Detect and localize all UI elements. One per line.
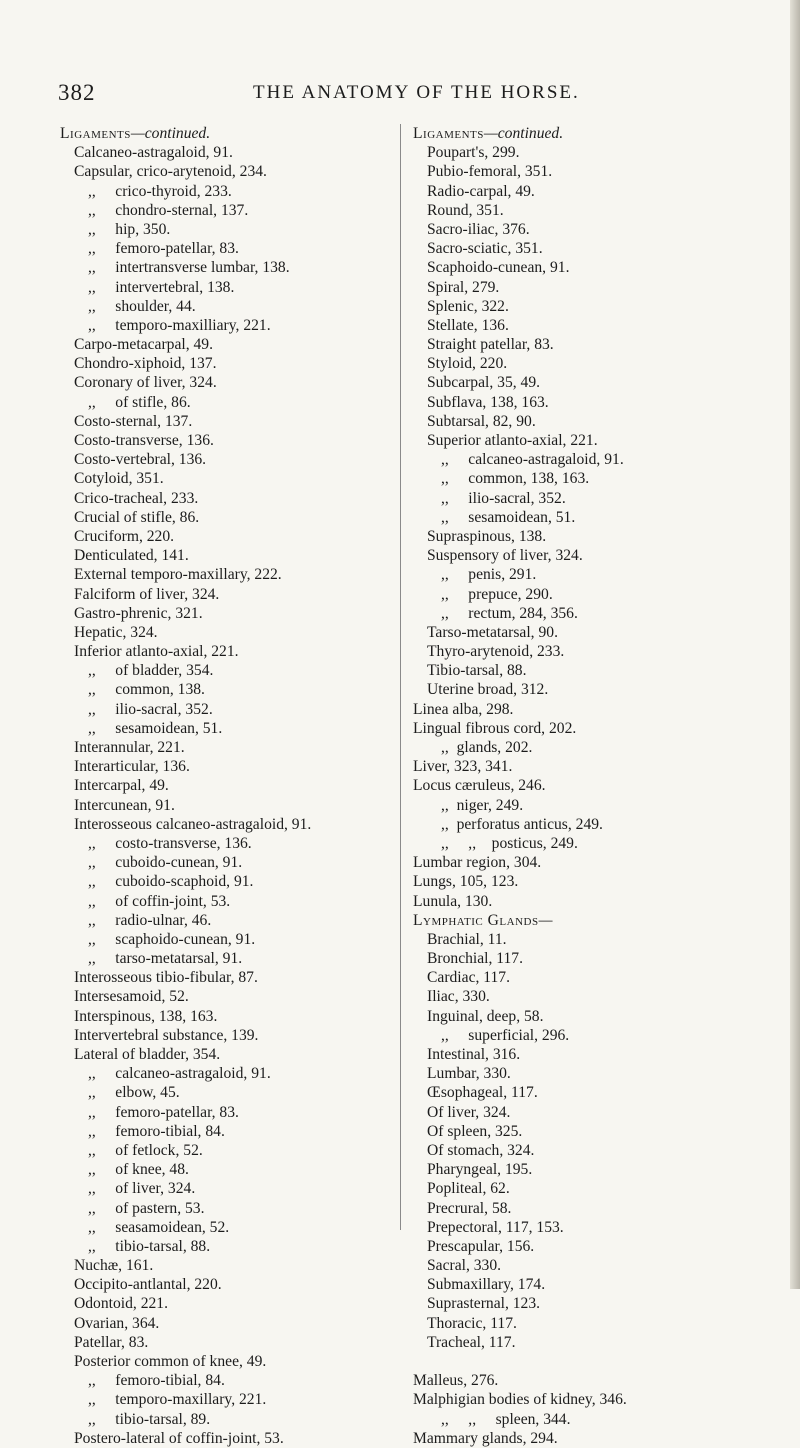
entry-text: Cotyloid, 351.	[74, 470, 164, 488]
index-entry	[413, 604, 793, 623]
entry-text: ,, ilio-sacral, 352.	[88, 700, 213, 718]
entry-text: Sacro-sciatic, 351.	[427, 240, 543, 258]
index-entry	[60, 1179, 395, 1198]
entry-text: ,, femoro-patellar, 83.	[88, 240, 239, 258]
entry-text: Subcarpal, 35, 49.	[427, 374, 541, 392]
index-entry	[413, 239, 793, 258]
entry-text: ,, of fetlock, 52.	[88, 1141, 203, 1159]
entry-text: ,, femoro-tibial, 84.	[88, 1372, 225, 1390]
index-entry	[413, 1026, 793, 1045]
entry-text: Costo-sternal, 137.	[74, 412, 193, 430]
entry-text: Interosseous calcaneo-astragaloid, 91.	[74, 815, 312, 833]
entry-text: Liver, 323, 341.	[413, 758, 513, 776]
entry-text: ,, costo-transverse, 136.	[88, 834, 252, 852]
entry-text: ,, temporo-maxillary, 221.	[88, 1391, 267, 1409]
entry-text: ,, glands, 202.	[441, 739, 533, 756]
entry-text: ,, ilio-sacral, 352.	[441, 489, 566, 507]
entry-text: Interarticular, 136.	[74, 758, 190, 776]
index-entry	[60, 872, 395, 891]
index-entry	[60, 1122, 395, 1141]
entry-text: ,, tibio-tarsal, 89.	[88, 1410, 211, 1428]
entry-text: Hepatic, 324.	[74, 623, 158, 641]
heading-suffix: —continued.	[483, 125, 564, 142]
index-entry	[413, 469, 793, 488]
entry-text: Intersesamoid, 52.	[74, 988, 189, 1006]
index-entry	[413, 1256, 793, 1275]
heading-suffix: —continued.	[130, 125, 211, 142]
entry-text: ,, niger, 249.	[441, 796, 524, 814]
index-entry	[413, 201, 793, 220]
index-entry	[413, 316, 793, 335]
index-entry	[413, 1160, 793, 1179]
index-entry	[60, 642, 395, 661]
entry-text: ,, hip, 350.	[88, 220, 171, 238]
entry-text: ,, penis, 291.	[441, 566, 537, 584]
entry-text: Intercunean, 91.	[74, 796, 175, 814]
entry-text: Thoracic, 117.	[427, 1314, 517, 1332]
entry-text: ,, sesamoidean, 51.	[88, 719, 223, 737]
entry-text: Tibio-tarsal, 88.	[427, 662, 527, 680]
index-entry	[413, 1141, 793, 1160]
index-entry	[413, 719, 793, 738]
index-entry	[60, 853, 395, 872]
entry-text: Odontoid, 221.	[74, 1295, 168, 1313]
index-entry	[413, 1103, 793, 1122]
entry-text: Crico-tracheal, 233.	[74, 489, 199, 507]
entry-text: Of spleen, 325.	[427, 1122, 523, 1140]
entry-text: ,, tibio-tarsal, 88.	[88, 1237, 211, 1255]
entry-text: Posterior common of knee, 49.	[74, 1353, 267, 1370]
entry-text: Uterine broad, 312.	[427, 681, 549, 699]
entry-text: Costo-vertebral, 136.	[74, 451, 207, 469]
entry-text: Poupart's, 299.	[427, 144, 520, 162]
index-entry	[413, 1314, 793, 1333]
section-heading	[60, 124, 395, 143]
entry-text: Postero-lateral of coffin-joint, 53.	[74, 1429, 284, 1447]
entry-text: Malleus, 276.	[413, 1372, 499, 1390]
index-entry	[413, 796, 793, 815]
index-entry	[413, 661, 793, 680]
entry-text: ,, common, 138.	[88, 681, 205, 699]
index-entry	[60, 546, 395, 565]
index-entry	[60, 1141, 395, 1160]
entry-text: Gastro-phrenic, 321.	[74, 604, 203, 622]
index-entry	[60, 1007, 395, 1026]
index-entry	[413, 335, 793, 354]
index-entry	[60, 911, 395, 930]
index-entry	[60, 1064, 395, 1083]
index-entry	[60, 182, 395, 201]
entry-text: Denticulated, 141.	[74, 547, 189, 565]
index-entry	[60, 469, 395, 488]
index-entry	[413, 987, 793, 1006]
index-entry	[413, 930, 793, 949]
entry-text: Linea alba, 298.	[413, 700, 514, 718]
index-entry	[413, 1275, 793, 1294]
entry-text: Intercarpal, 49.	[74, 777, 169, 795]
index-entry	[60, 508, 395, 527]
index-entry	[60, 796, 395, 815]
entry-text: Splenic, 322.	[427, 297, 509, 315]
index-entry	[60, 968, 395, 987]
entry-text: ,, elbow, 45.	[88, 1084, 180, 1102]
entry-text: Capsular, crico-arytenoid, 234.	[74, 163, 267, 181]
entry-text: Patellar, 83.	[74, 1333, 149, 1351]
index-entry	[60, 930, 395, 949]
entry-text: Cardiac, 117.	[427, 969, 510, 987]
heading-suffix: —	[538, 911, 553, 929]
index-entry	[60, 489, 395, 508]
index-entry	[60, 949, 395, 968]
index-entry	[413, 508, 793, 527]
index-entry	[413, 872, 793, 891]
index-entry	[413, 431, 793, 450]
index-entry	[60, 393, 395, 412]
column-divider	[400, 124, 401, 1230]
index-entry	[413, 1390, 793, 1409]
index-entry	[413, 949, 793, 968]
entry-text: Intestinal, 316.	[427, 1046, 521, 1063]
entry-text: Sacral, 330.	[427, 1257, 502, 1275]
entry-text: ,, superficial, 296.	[441, 1026, 570, 1044]
entry-text: Crucial of stifle, 86.	[74, 508, 200, 526]
index-entry	[60, 623, 395, 642]
index-entry	[60, 1199, 395, 1218]
index-entry	[60, 1352, 395, 1371]
index-entry	[60, 776, 395, 795]
entry-text: ,, temporo-maxilliary, 221.	[88, 316, 271, 334]
entry-text: Lumbar region, 304.	[413, 854, 542, 872]
entry-text: Pharyngeal, 195.	[427, 1161, 533, 1179]
entry-text: Falciform of liver, 324.	[74, 585, 220, 603]
heading-label: Lymphatic Glands	[413, 911, 539, 929]
entry-text: Scaphoido-cunean, 91.	[427, 259, 570, 277]
index-entry	[413, 680, 793, 699]
left-index-column	[60, 124, 395, 1448]
index-entry	[413, 278, 793, 297]
index-entry	[413, 1083, 793, 1102]
index-entry	[413, 623, 793, 642]
index-entry	[60, 527, 395, 546]
entry-text: Suprasternal, 123.	[427, 1295, 541, 1313]
entry-text: Styloid, 220.	[427, 355, 508, 373]
index-entry	[60, 297, 395, 316]
index-entry	[413, 738, 793, 757]
index-entry	[413, 757, 793, 776]
entry-text: Round, 351.	[427, 201, 504, 219]
entry-text: Cruciform, 220.	[74, 527, 175, 545]
index-entry	[413, 1179, 793, 1198]
index-entry	[413, 776, 793, 795]
index-entry	[413, 546, 793, 565]
entry-text: Inferior atlanto-axial, 221.	[74, 643, 239, 661]
entry-text: Malphigian bodies of kidney, 346.	[413, 1391, 627, 1409]
entry-text: Of liver, 324.	[427, 1103, 511, 1121]
index-entry	[60, 1045, 395, 1064]
entry-text: External temporo-maxillary, 222.	[74, 566, 282, 584]
entry-text: Interannular, 221.	[74, 739, 185, 756]
entry-text: Iliac, 330.	[427, 988, 490, 1006]
index-entry	[60, 278, 395, 297]
index-entry	[60, 143, 395, 162]
index-entry	[60, 1294, 395, 1313]
index-entry	[60, 1275, 395, 1294]
entry-text: Œsophageal, 117.	[427, 1084, 538, 1102]
entry-text: ,, perforatus anticus, 249.	[441, 815, 603, 833]
blank-line	[413, 1352, 793, 1371]
index-entry	[413, 489, 793, 508]
index-entry	[413, 1410, 793, 1429]
entry-text: Chondro-xiphoid, 137.	[74, 355, 217, 373]
index-entry	[413, 1007, 793, 1026]
index-entry	[413, 1199, 793, 1218]
index-entry	[60, 1237, 395, 1256]
entry-text: ,, chondro-sternal, 137.	[88, 201, 249, 219]
entry-text: ,, radio-ulnar, 46.	[88, 911, 212, 929]
entry-text: ,, common, 138, 163.	[441, 470, 590, 488]
entry-text: ,, calcaneo-astragaloid, 91.	[88, 1065, 271, 1083]
index-entry	[60, 1333, 395, 1352]
entry-text: ,, tarso-metatarsal, 91.	[88, 950, 243, 968]
entry-text: Lungs, 105, 123.	[413, 873, 519, 891]
index-entry	[60, 738, 395, 757]
index-entry	[413, 393, 793, 412]
entry-text: ,, femoro-tibial, 84.	[88, 1122, 225, 1140]
index-entry	[60, 316, 395, 335]
index-entry	[60, 1026, 395, 1045]
index-entry	[60, 373, 395, 392]
index-entry	[413, 354, 793, 373]
entry-text: Thyro-arytenoid, 233.	[427, 643, 565, 661]
entry-text: Tracheal, 117.	[427, 1333, 516, 1351]
index-entry	[60, 450, 395, 469]
entry-text: Radio-carpal, 49.	[427, 182, 535, 200]
entry-text: Precrural, 58.	[427, 1199, 512, 1217]
entry-text: ,, of bladder, 354.	[88, 662, 214, 680]
index-entry	[60, 1160, 395, 1179]
entry-text: Pubio-femoral, 351.	[427, 163, 553, 181]
index-entry	[413, 182, 793, 201]
index-entry	[60, 1083, 395, 1102]
index-entry	[60, 815, 395, 834]
index-entry	[413, 527, 793, 546]
index-entry	[60, 1256, 395, 1275]
index-entry	[60, 1218, 395, 1237]
entry-text: Prepectoral, 117, 153.	[427, 1218, 564, 1236]
entry-text: Of stomach, 324.	[427, 1141, 535, 1159]
entry-text: Locus cæruleus, 246.	[413, 777, 546, 795]
entry-text: Interosseous tibio-fibular, 87.	[74, 969, 258, 987]
index-entry	[60, 700, 395, 719]
right-index-column	[413, 124, 793, 1448]
index-entry	[60, 239, 395, 258]
index-entry	[60, 1103, 395, 1122]
entry-text: Costo-transverse, 136.	[74, 432, 214, 449]
entry-text: ,, intertransverse lumbar, 138.	[88, 259, 290, 277]
index-entry	[413, 815, 793, 834]
index-entry	[413, 412, 793, 431]
index-entry	[60, 757, 395, 776]
index-entry	[413, 1237, 793, 1256]
index-entry	[413, 220, 793, 239]
entry-text: ,, of coffin-joint, 53.	[88, 892, 231, 910]
entry-text: ,, ,, posticus, 249.	[441, 834, 578, 852]
entry-text: ,, of knee, 48.	[88, 1161, 189, 1179]
index-entry	[413, 297, 793, 316]
entry-text: ,, intervertebral, 138.	[88, 278, 235, 296]
entry-text: Submaxillary, 174.	[427, 1276, 546, 1294]
heading-label: Ligaments	[413, 125, 484, 142]
index-entry	[413, 1218, 793, 1237]
entry-text: Straight patellar, 83.	[427, 336, 554, 354]
entry-text: ,, seasamoidean, 52.	[88, 1218, 230, 1236]
entry-text: ,, crico-thyroid, 233.	[88, 182, 232, 200]
entry-text: Bronchial, 117.	[427, 950, 523, 968]
entry-text: Superior atlanto-axial, 221.	[427, 432, 598, 449]
entry-text: Occipito-antlantal, 220.	[74, 1276, 222, 1294]
index-entry	[413, 1064, 793, 1083]
heading-label: Ligaments	[60, 125, 131, 142]
index-entry	[60, 565, 395, 584]
index-entry	[60, 604, 395, 623]
entry-text: ,, prepuce, 290.	[441, 585, 553, 603]
index-entry	[60, 892, 395, 911]
index-entry	[60, 201, 395, 220]
index-entry	[60, 220, 395, 239]
index-entry	[413, 892, 793, 911]
entry-text: ,, cuboido-cunean, 91.	[88, 854, 243, 872]
index-entry	[60, 335, 395, 354]
index-entry	[60, 834, 395, 853]
index-entry	[60, 431, 395, 450]
index-entry	[413, 642, 793, 661]
index-entry	[60, 1429, 395, 1448]
index-entry	[60, 1410, 395, 1429]
index-entry	[413, 1429, 793, 1448]
index-entry	[60, 1390, 395, 1409]
index-entry	[413, 1333, 793, 1352]
section-heading	[413, 911, 793, 930]
index-entry	[60, 162, 395, 181]
entry-text: Lunula, 130.	[413, 892, 493, 910]
entry-text: Popliteal, 62.	[427, 1180, 510, 1198]
index-entry	[413, 585, 793, 604]
index-entry	[413, 143, 793, 162]
entry-text: Supraspinous, 138.	[427, 527, 547, 545]
index-entry	[413, 565, 793, 584]
index-entry	[413, 162, 793, 181]
index-entry	[413, 1045, 793, 1064]
index-entry	[413, 968, 793, 987]
entry-text: Suspensory of liver, 324.	[427, 547, 583, 565]
index-entry	[60, 354, 395, 373]
index-entry	[413, 700, 793, 719]
entry-text: ,, of pastern, 53.	[88, 1199, 205, 1217]
entry-text: Carpo-metacarpal, 49.	[74, 336, 213, 354]
index-entry	[413, 1122, 793, 1141]
entry-text: Prescapular, 156.	[427, 1237, 535, 1255]
entry-text: Interspinous, 138, 163.	[74, 1007, 218, 1025]
index-entry	[413, 834, 793, 853]
index-entry	[413, 1371, 793, 1390]
index-entry	[60, 719, 395, 738]
page-number: 382	[58, 80, 96, 105]
entry-text: Lumbar, 330.	[427, 1065, 511, 1083]
entry-text: ,, cuboido-scaphoid, 91.	[88, 873, 254, 891]
entry-text: Intervertebral substance, 139.	[74, 1026, 259, 1044]
entry-text: Lateral of bladder, 354.	[74, 1046, 221, 1063]
entry-text: Inguinal, deep, 58.	[427, 1007, 544, 1025]
index-entry	[60, 412, 395, 431]
entry-text: Tarso-metatarsal, 90.	[427, 623, 558, 641]
entry-text: Mammary glands, 294.	[413, 1429, 558, 1447]
entry-text: ,, of stifle, 86.	[88, 393, 191, 411]
entry-text: ,, shoulder, 44.	[88, 297, 196, 315]
entry-text: Subflava, 138, 163.	[427, 393, 549, 411]
section-heading	[413, 124, 793, 143]
entry-text: Coronary of liver, 324.	[74, 374, 217, 392]
page-header	[58, 80, 758, 110]
entry-text: Sacro-iliac, 376.	[427, 220, 530, 238]
entry-text: ,, sesamoidean, 51.	[441, 508, 576, 526]
entry-text: Spiral, 279.	[427, 278, 500, 296]
index-entry	[413, 1294, 793, 1313]
index-entry	[60, 680, 395, 699]
entry-text: Nuchæ, 161.	[74, 1257, 154, 1275]
entry-text: Subtarsal, 82, 90.	[427, 412, 536, 430]
entry-text: ,, calcaneo-astragaloid, 91.	[441, 451, 624, 469]
index-entry	[60, 258, 395, 277]
index-entry	[60, 1314, 395, 1333]
index-entry	[60, 987, 395, 1006]
index-entry	[413, 373, 793, 392]
entry-text: ,, rectum, 284, 356.	[441, 604, 578, 622]
index-entry	[413, 258, 793, 277]
entry-text: ,, ,, spleen, 344.	[441, 1410, 571, 1428]
entry-text: Stellate, 136.	[427, 316, 509, 334]
entry-text: ,, scaphoido-cunean, 91.	[88, 930, 256, 948]
index-entry	[413, 853, 793, 872]
entry-text: Calcaneo-astragaloid, 91.	[74, 144, 233, 162]
entry-text: Lingual fibrous cord, 202.	[413, 719, 577, 737]
entry-text: ,, of liver, 324.	[88, 1180, 196, 1198]
index-entry	[413, 450, 793, 469]
index-entry	[60, 585, 395, 604]
entry-text: ,, femoro-patellar, 83.	[88, 1103, 239, 1121]
entry-text: Brachial, 11.	[427, 930, 507, 948]
running-title: THE ANATOMY OF THE HORSE.	[253, 82, 580, 103]
index-entry	[60, 661, 395, 680]
index-entry	[60, 1371, 395, 1390]
entry-text: Ovarian, 364.	[74, 1314, 160, 1332]
